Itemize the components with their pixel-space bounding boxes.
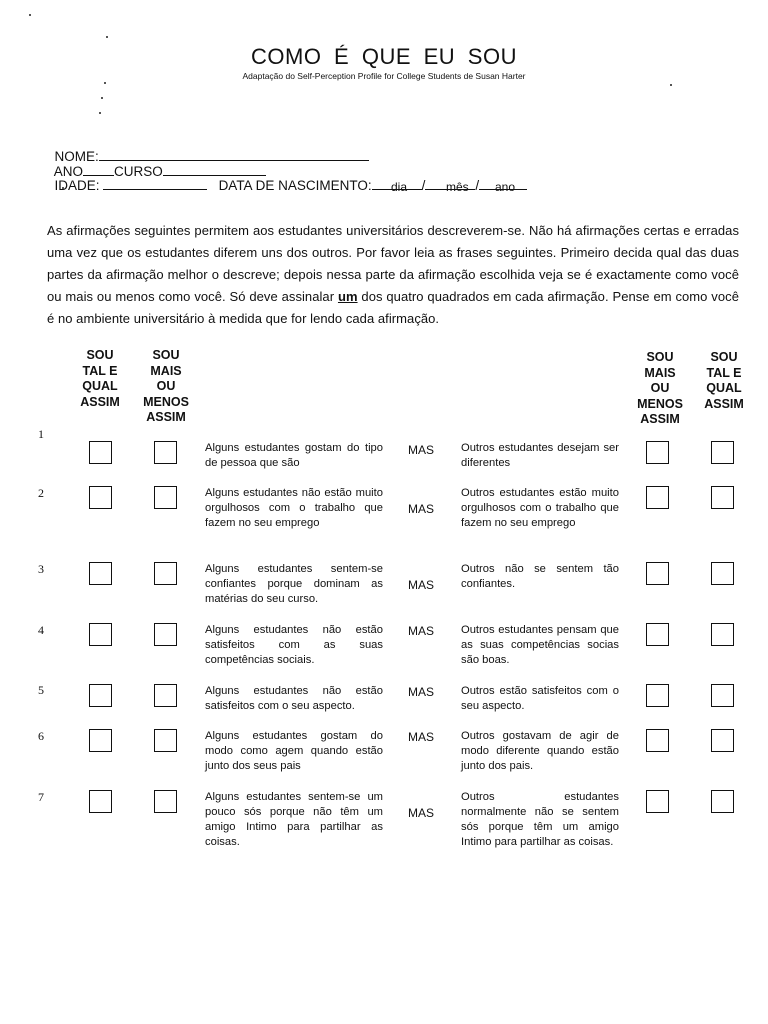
instructions-text-part2: dos quatro quadrados em cada afirmação. Pense em como você é no ambiente universitário à medida que for lendo cada afirmação. xyxy=(47,289,739,326)
item-left-statement: Alguns estudantes não estão satisfeitos com o seu aspecto. xyxy=(205,685,383,712)
item-number: 1 xyxy=(38,427,44,441)
box-left-sort-of-true[interactable] xyxy=(154,790,177,813)
box-right-sort-of-true[interactable] xyxy=(646,729,669,752)
birth-month-caption: mês xyxy=(446,180,469,194)
item-number: 7 xyxy=(38,790,44,804)
age-field[interactable] xyxy=(103,178,207,190)
box-right-sort-of-true[interactable] xyxy=(646,790,669,813)
box-right-sort-of-true[interactable] xyxy=(646,684,669,707)
item-right-statement: Outros estudantes estão muito orgulhosos com o trabalho que fazem no seu emprego xyxy=(461,487,619,529)
item-number: 6 xyxy=(38,729,44,743)
item-right-statement: Outros estão satisfeitos com o seu aspecto. xyxy=(461,685,619,712)
scan-speck xyxy=(29,14,31,16)
birth-day-caption: dia xyxy=(391,180,408,194)
item-right-statement: Outros não se sentem tão confiantes. xyxy=(461,563,619,590)
instructions-paragraph xyxy=(47,220,739,330)
box-right-sort-of-true[interactable] xyxy=(646,441,669,464)
item-left-statement: Alguns estudantes sentem-se confiantes porque dominam as matérias do seu curso. xyxy=(205,563,383,605)
box-left-sort-of-true[interactable] xyxy=(154,562,177,585)
scan-speck xyxy=(104,82,106,84)
box-left-really-true[interactable] xyxy=(89,790,112,813)
instructions-text-part1: As afirmações seguintes permitem aos estudantes universitários descreverem-se. Não há afirmações certas e erradas uma vez que os estudantes diferem uns dos outros. Por favor leia as frases seguintes. Primeiro decida qual das duas partes da afirmação melhor o descreve; depois nessa parte da afirmação escolhida veja se é exactamente como você ou mais ou menos como você. Só deve assinalar xyxy=(47,223,739,304)
item-number: 5 xyxy=(38,683,44,697)
item-left-statement: Alguns estudantes gostam do modo como agem quando estão junto dos seus pais xyxy=(205,730,383,772)
name-field[interactable] xyxy=(99,149,369,161)
box-right-really-true[interactable] xyxy=(711,562,734,585)
scan-speck xyxy=(670,84,672,86)
box-right-really-true[interactable] xyxy=(711,790,734,813)
box-right-really-true[interactable] xyxy=(711,729,734,752)
birth-year-caption: ano xyxy=(495,180,516,194)
box-left-sort-of-true[interactable] xyxy=(154,486,177,509)
birthdate-label: DATA DE NASCIMENTO: xyxy=(218,178,372,193)
item-connector: MAS xyxy=(408,806,435,820)
course-label: CURSO xyxy=(114,164,163,179)
item-left-statement: Alguns estudantes não estão muito orgulhosos com o trabalho que fazem no seu emprego xyxy=(205,487,383,529)
box-left-really-true[interactable] xyxy=(89,562,112,585)
box-right-sort-of-true[interactable] xyxy=(646,562,669,585)
item-right-statement: Outros gostavam de agir de modo diferente quando estão junto dos pais. xyxy=(461,730,619,772)
item-number: 4 xyxy=(38,623,44,637)
item-connector: MAS xyxy=(408,578,435,592)
box-left-really-true[interactable] xyxy=(89,684,112,707)
scan-speck xyxy=(99,112,101,114)
box-right-really-true[interactable] xyxy=(711,684,734,707)
col-header-right-really-true: SOU TAL E QUAL ASSIM xyxy=(704,350,744,411)
age-row: IDADE: DATA DE NASCIMENTO: / / xyxy=(47,163,527,193)
scan-speck xyxy=(101,97,103,99)
item-left-statement: Alguns estudantes não estão satisfeitos com as suas competências sociais. xyxy=(205,624,383,666)
name-label: NOME: xyxy=(54,149,99,164)
box-right-really-true[interactable] xyxy=(711,486,734,509)
box-left-sort-of-true[interactable] xyxy=(154,684,177,707)
box-left-really-true[interactable] xyxy=(89,441,112,464)
item-right-statement: Outros estudantes desejam ser diferentes xyxy=(461,442,619,469)
col-header-left-really-true: SOU TAL E QUAL ASSIM xyxy=(80,348,120,409)
item-number: 3 xyxy=(38,562,44,576)
box-right-really-true[interactable] xyxy=(711,623,734,646)
item-connector: MAS xyxy=(408,685,435,699)
page-title: COMO É QUE EU SOU xyxy=(251,44,517,69)
item-connector: MAS xyxy=(408,443,435,457)
page-subtitle: Adaptação do Self-Perception Profile for College Students de Susan Harter xyxy=(242,71,526,81)
col-header-left-sort-of-true: SOU MAIS OU MENOS ASSIM xyxy=(143,348,189,424)
col-header-right-sort-of-true: SOU MAIS OU MENOS ASSIM xyxy=(637,350,683,426)
box-left-sort-of-true[interactable] xyxy=(154,623,177,646)
box-left-really-true[interactable] xyxy=(89,729,112,752)
item-number: 2 xyxy=(38,486,44,500)
item-connector: MAS xyxy=(408,730,435,744)
box-left-really-true[interactable] xyxy=(89,486,112,509)
box-right-sort-of-true[interactable] xyxy=(646,623,669,646)
scan-speck xyxy=(106,36,108,38)
item-connector: MAS xyxy=(408,624,435,638)
item-right-statement: Outros estudantes normalmente não se sentem sós porque têm um amigo Intimo para partilhar as coisas. xyxy=(461,791,619,848)
age-label: IDADE: xyxy=(54,178,100,193)
box-right-really-true[interactable] xyxy=(711,441,734,464)
box-left-really-true[interactable] xyxy=(89,623,112,646)
item-right-statement: Outros estudantes pensam que as suas competências socias são boas. xyxy=(461,624,619,666)
instructions-emphasis: um xyxy=(337,289,358,304)
box-left-sort-of-true[interactable] xyxy=(154,729,177,752)
box-left-sort-of-true[interactable] xyxy=(154,441,177,464)
box-right-sort-of-true[interactable] xyxy=(646,486,669,509)
item-left-statement: Alguns estudantes sentem-se um pouco sós porque não têm um amigo Intimo para partilhar as coisas. xyxy=(205,791,383,848)
year-label: ANO xyxy=(53,164,84,179)
item-connector: MAS xyxy=(408,502,435,516)
item-left-statement: Alguns estudantes gostam do tipo de pessoa que são xyxy=(205,442,383,469)
